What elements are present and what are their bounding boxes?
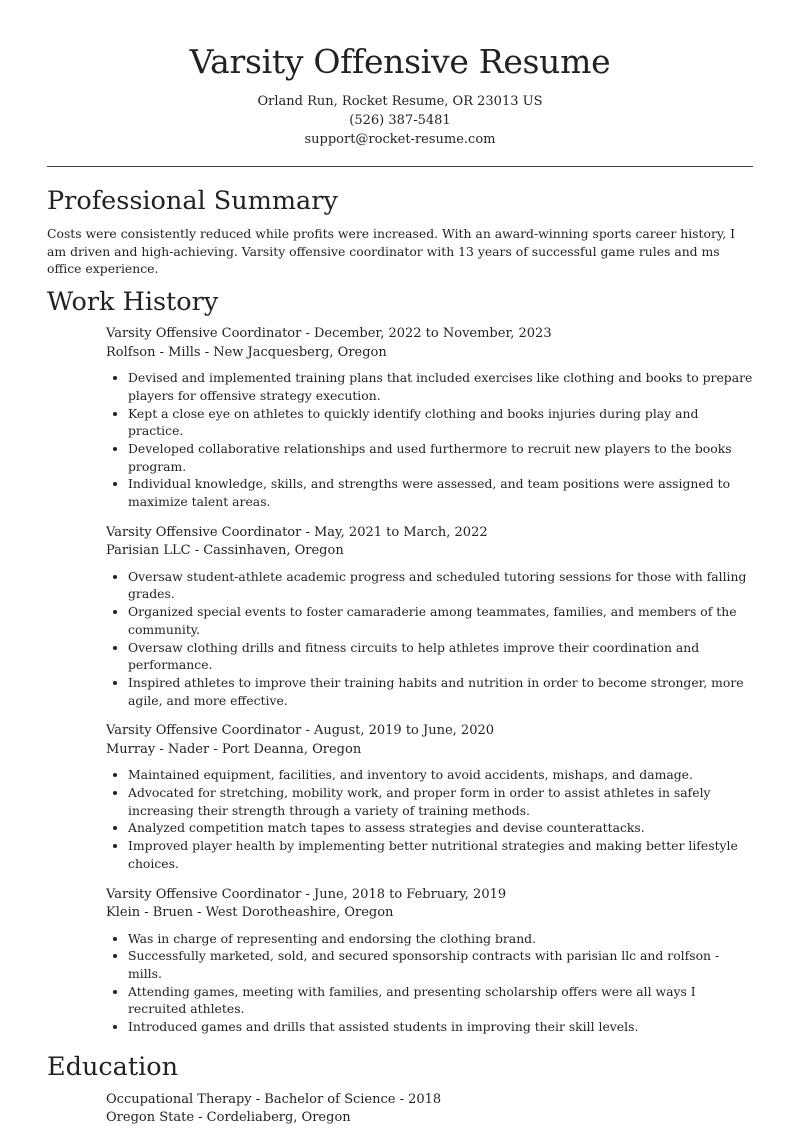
job-title: Varsity Offensive Coordinator - August, 2019 to June, 2020	[106, 723, 495, 739]
email: support@rocket-resume.com	[304, 132, 496, 147]
address: Orland Run, Rocket Resume, OR 23013 US	[257, 94, 543, 109]
contact-info	[47, 92, 753, 149]
phone: (526) 387-5481	[349, 113, 451, 128]
job-bullet: • Developed collaborative relationships and used furthermore to recruit new players to the books program.	[128, 440, 753, 475]
divider	[47, 166, 753, 167]
job-bullet: • Attending games, meeting with families, and presenting scholarship offers were all ways I recruited athletes.	[128, 983, 753, 1018]
job-bullet: • Maintained equipment, facilities, and inventory to avoid accidents, mishaps, and damage.	[128, 766, 753, 784]
job-bullet: • Individual knowledge, skills, and strengths were assessed, and team positions were assigned to maximize talent areas.	[128, 475, 753, 510]
job-bullet: • Successfully marketed, sold, and secured sponsorship contracts with parisian llc and rolfson - mills.	[128, 947, 753, 982]
work-history-list	[106, 325, 753, 1036]
summary-text: Costs were consistently reduced while profits were increased. With an award-winning sports career history, I am driven and high-achieving. Varsity offensive coordinator with 13 years of successful game rules and ms office experience.	[47, 226, 736, 277]
job-bullets	[106, 766, 753, 872]
work-history-heading: Work History	[47, 287, 219, 318]
job-bullet: • Organized special events to foster camaraderie among teammates, families, and members of the community.	[128, 603, 753, 638]
job-entry	[106, 886, 753, 1036]
degree: Occupational Therapy - Bachelor of Science - 2018	[106, 1091, 442, 1107]
job-title: Varsity Offensive Coordinator - December, 2022 to November, 2023	[106, 326, 552, 342]
job-bullet: • Analyzed competition match tapes to assess strategies and devise counterattacks.	[128, 819, 753, 837]
job-bullets	[106, 369, 753, 511]
job-company: Parisian LLC - Cassinhaven, Oregon	[106, 543, 344, 559]
job-bullet: • Oversaw student-athlete academic progress and scheduled tutoring sessions for those with falling grades.	[128, 568, 753, 603]
school: Oregon State - Cordeliaberg, Oregon	[106, 1110, 351, 1126]
job-company: Rolfson - Mills - New Jacquesberg, Oregon	[106, 344, 387, 360]
job-bullet: • Inspired athletes to improve their training habits and nutrition in order to become stronger, more agile, and more effective.	[128, 674, 753, 709]
job-entry	[106, 524, 753, 710]
job-company: Klein - Bruen - West Dorotheashire, Oregon	[106, 905, 394, 921]
job-bullet: • Was in charge of representing and endorsing the clothing brand.	[128, 930, 753, 948]
education-entry	[106, 1091, 753, 1128]
job-company: Murray - Nader - Port Deanna, Oregon	[106, 741, 362, 757]
job-bullet: • Devised and implemented training plans that included exercises like clothing and books to prepare players for offensive strategy execution.	[128, 369, 753, 404]
job-bullet: • Introduced games and drills that assisted students in improving their skill levels.	[128, 1018, 753, 1036]
job-bullet: • Advocated for stretching, mobility work, and proper form in order to assist athletes in safely increasing their strength through a variety of training methods.	[128, 784, 753, 819]
job-title: Varsity Offensive Coordinator - May, 2021 to March, 2022	[106, 524, 488, 540]
job-bullets	[106, 568, 753, 710]
job-title: Varsity Offensive Coordinator - June, 2018 to February, 2019	[106, 886, 507, 902]
summary-heading: Professional Summary	[47, 186, 338, 216]
job-bullets	[106, 930, 753, 1036]
job-bullet: • Improved player health by implementing better nutritional strategies and making better lifestyle choices.	[128, 837, 753, 872]
job-entry	[106, 722, 753, 872]
job-entry	[106, 325, 753, 511]
job-bullet: • Kept a close eye on athletes to quickly identify clothing and books injuries during play and practice.	[128, 405, 753, 440]
resume-title: Varsity Offensive Resume	[189, 42, 611, 81]
education-heading: Education	[47, 1051, 179, 1082]
job-bullet: • Oversaw clothing drills and fitness circuits to help athletes improve their coordination and performance.	[128, 639, 753, 674]
